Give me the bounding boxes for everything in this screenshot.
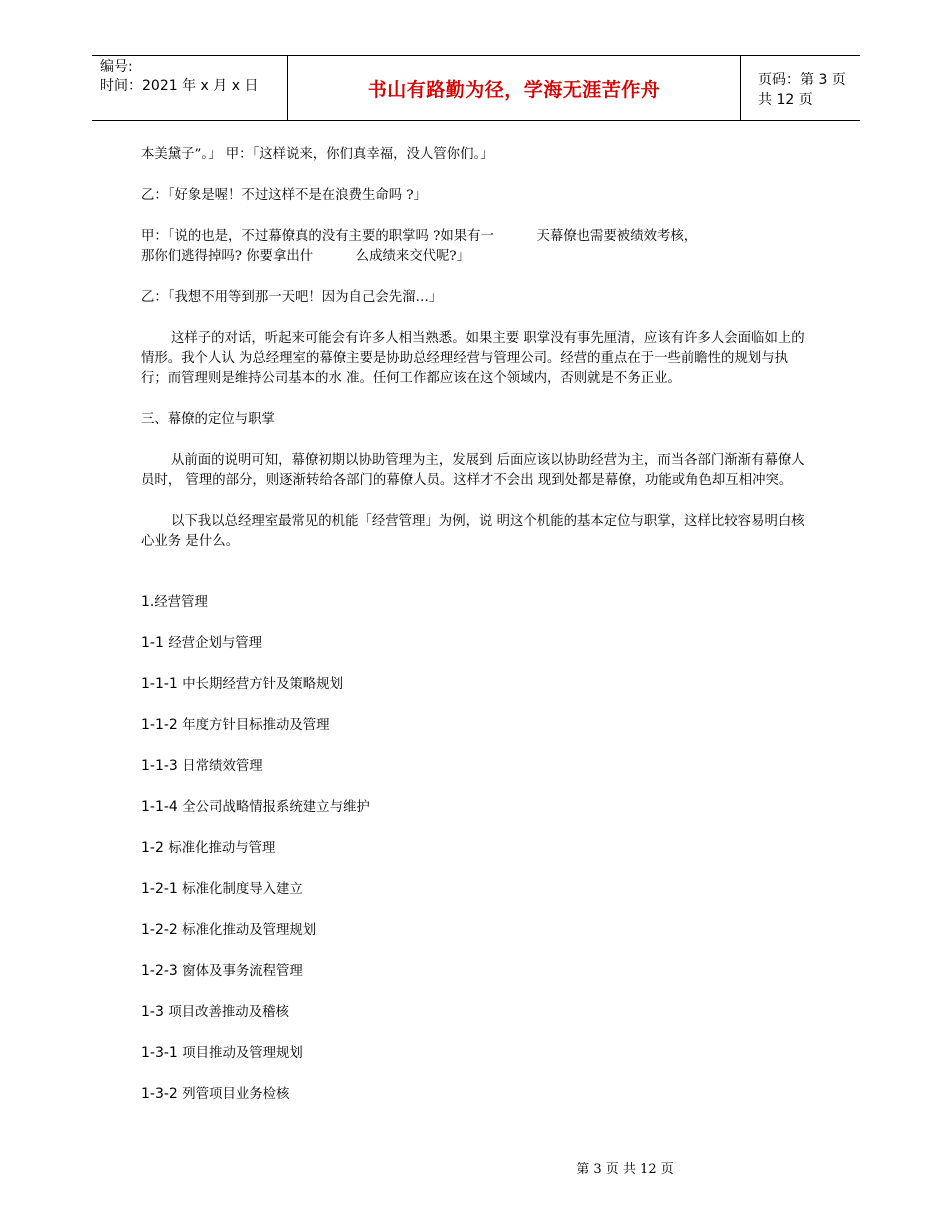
paragraph: 这样子的对话，听起来可能会有许多人相当熟悉。如果主要 职掌没有事先厘清，应该有许多人会面临如上的情形。我个人认 为总经理室的幕僚主要是协助总经理经营与管理公司。经营的重点在于一些前瞻性的规划与执行；而管理则是维持公司基本的水 准。任何工作都应该在这个领域内，否则就是不务正业。 [141,331,805,386]
page-header [92,55,860,121]
outline-number: 1-2-3 [141,963,183,979]
outline-text: 标准化制度导入建立 [182,882,303,897]
outline-number: 1-1-3 [141,758,183,774]
outline-item [141,1002,813,1043]
paragraph [141,227,813,267]
outline-number: 1-1 [141,635,169,651]
outline-text: 标准化推动与管理 [168,841,276,856]
outline-item [141,838,813,879]
outline-text: 经营企划与管理 [168,636,263,651]
outline-item [141,592,813,633]
outline-item [141,715,813,756]
header-page-info: 页码：第 3 页 共 12 页 [758,71,846,108]
document-body [141,145,813,573]
outline-text: 中长期经营方针及策略规划 [182,677,343,692]
outline-list [141,592,813,1125]
outline-text: 窗体及事务流程管理 [182,964,303,979]
outline-number: 1-1-2 [141,717,183,733]
outline-number: 1-3 [141,1004,169,1020]
paragraph: 乙：「我想不用等到那一天吧！因为自己会先溜…」 [141,290,443,305]
outline-number: 1-1-4 [141,799,183,815]
outline-item [141,961,813,1002]
outline-number: 1-2-2 [141,922,183,938]
outline-text: 年度方针目标推动及管理 [182,718,330,733]
section-heading: 三、幕僚的定位与职掌 [141,412,275,427]
outline-text: 列管项目业务检核 [182,1087,290,1102]
outline-text: 日常绩效管理 [182,759,263,774]
outline-item [141,1084,813,1125]
dialogue-line: 甲：「说的也是，不过幕僚真的没有主要的职掌吗 ?如果有一 天幕僚也需要被绩效考核， [141,229,698,244]
outline-text: 全公司战略情报系统建立与维护 [182,800,370,815]
footer-page-number: 第 3 页 共 12 页 [576,1162,674,1177]
dialogue-line: 那你们逃得掉吗? 你要拿出什 么成绩来交代呢?」 [141,249,470,264]
header-meta [100,58,258,96]
outline-number: 1-2-1 [141,881,183,897]
outline-text: 标准化推动及管理规划 [182,923,317,938]
outline-number: 1-3-2 [141,1086,183,1102]
paragraph: 乙：「好象是喔！不过这样不是在浪费生命吗 ?」 [141,188,427,203]
outline-number: 1-3-1 [141,1045,183,1061]
page-footer [0,1158,950,1177]
time-label: 时间：2021 年 x 月 x 日 [100,78,259,94]
outline-text: 项目改善推动及稽核 [168,1005,289,1020]
motto: 书山有路勤为径，学海无涯苦作舟 [367,79,661,101]
outline-item [141,1043,813,1084]
outline-text: 经营管理 [154,595,208,610]
outline-item [141,879,813,920]
header-motto-cell [287,56,741,121]
paragraph: 从前面的说明可知，幕僚初期以协助管理为主，发展到 后面应该以协助经营为主，而当各部门渐渐有幕僚人员时， 管理的部分，则逐渐转给各部门的幕僚人员。这样才不会出 现到处都是幕僚，功能或角色却互相冲突。 [141,453,805,488]
outline-number: 1-1-1 [141,676,183,692]
outline-item [141,797,813,838]
outline-number: 1. [141,594,155,610]
number-label: 编号: [100,59,133,75]
outline-number: 1-2 [141,840,169,856]
paragraph: 以下我以总经理室最常见的机能「经营管理」为例，说 明这个机能的基本定位与职掌，这样比较容易明白核心业务 是什么。 [141,514,805,549]
outline-item [141,633,813,674]
outline-item [141,920,813,961]
outline-text: 项目推动及管理规划 [182,1046,303,1061]
outline-item [141,756,813,797]
outline-item [141,674,813,715]
paragraph: 本美黛子”。」 甲：「这样说来，你们真幸福，没人管你们。」 [141,147,494,162]
